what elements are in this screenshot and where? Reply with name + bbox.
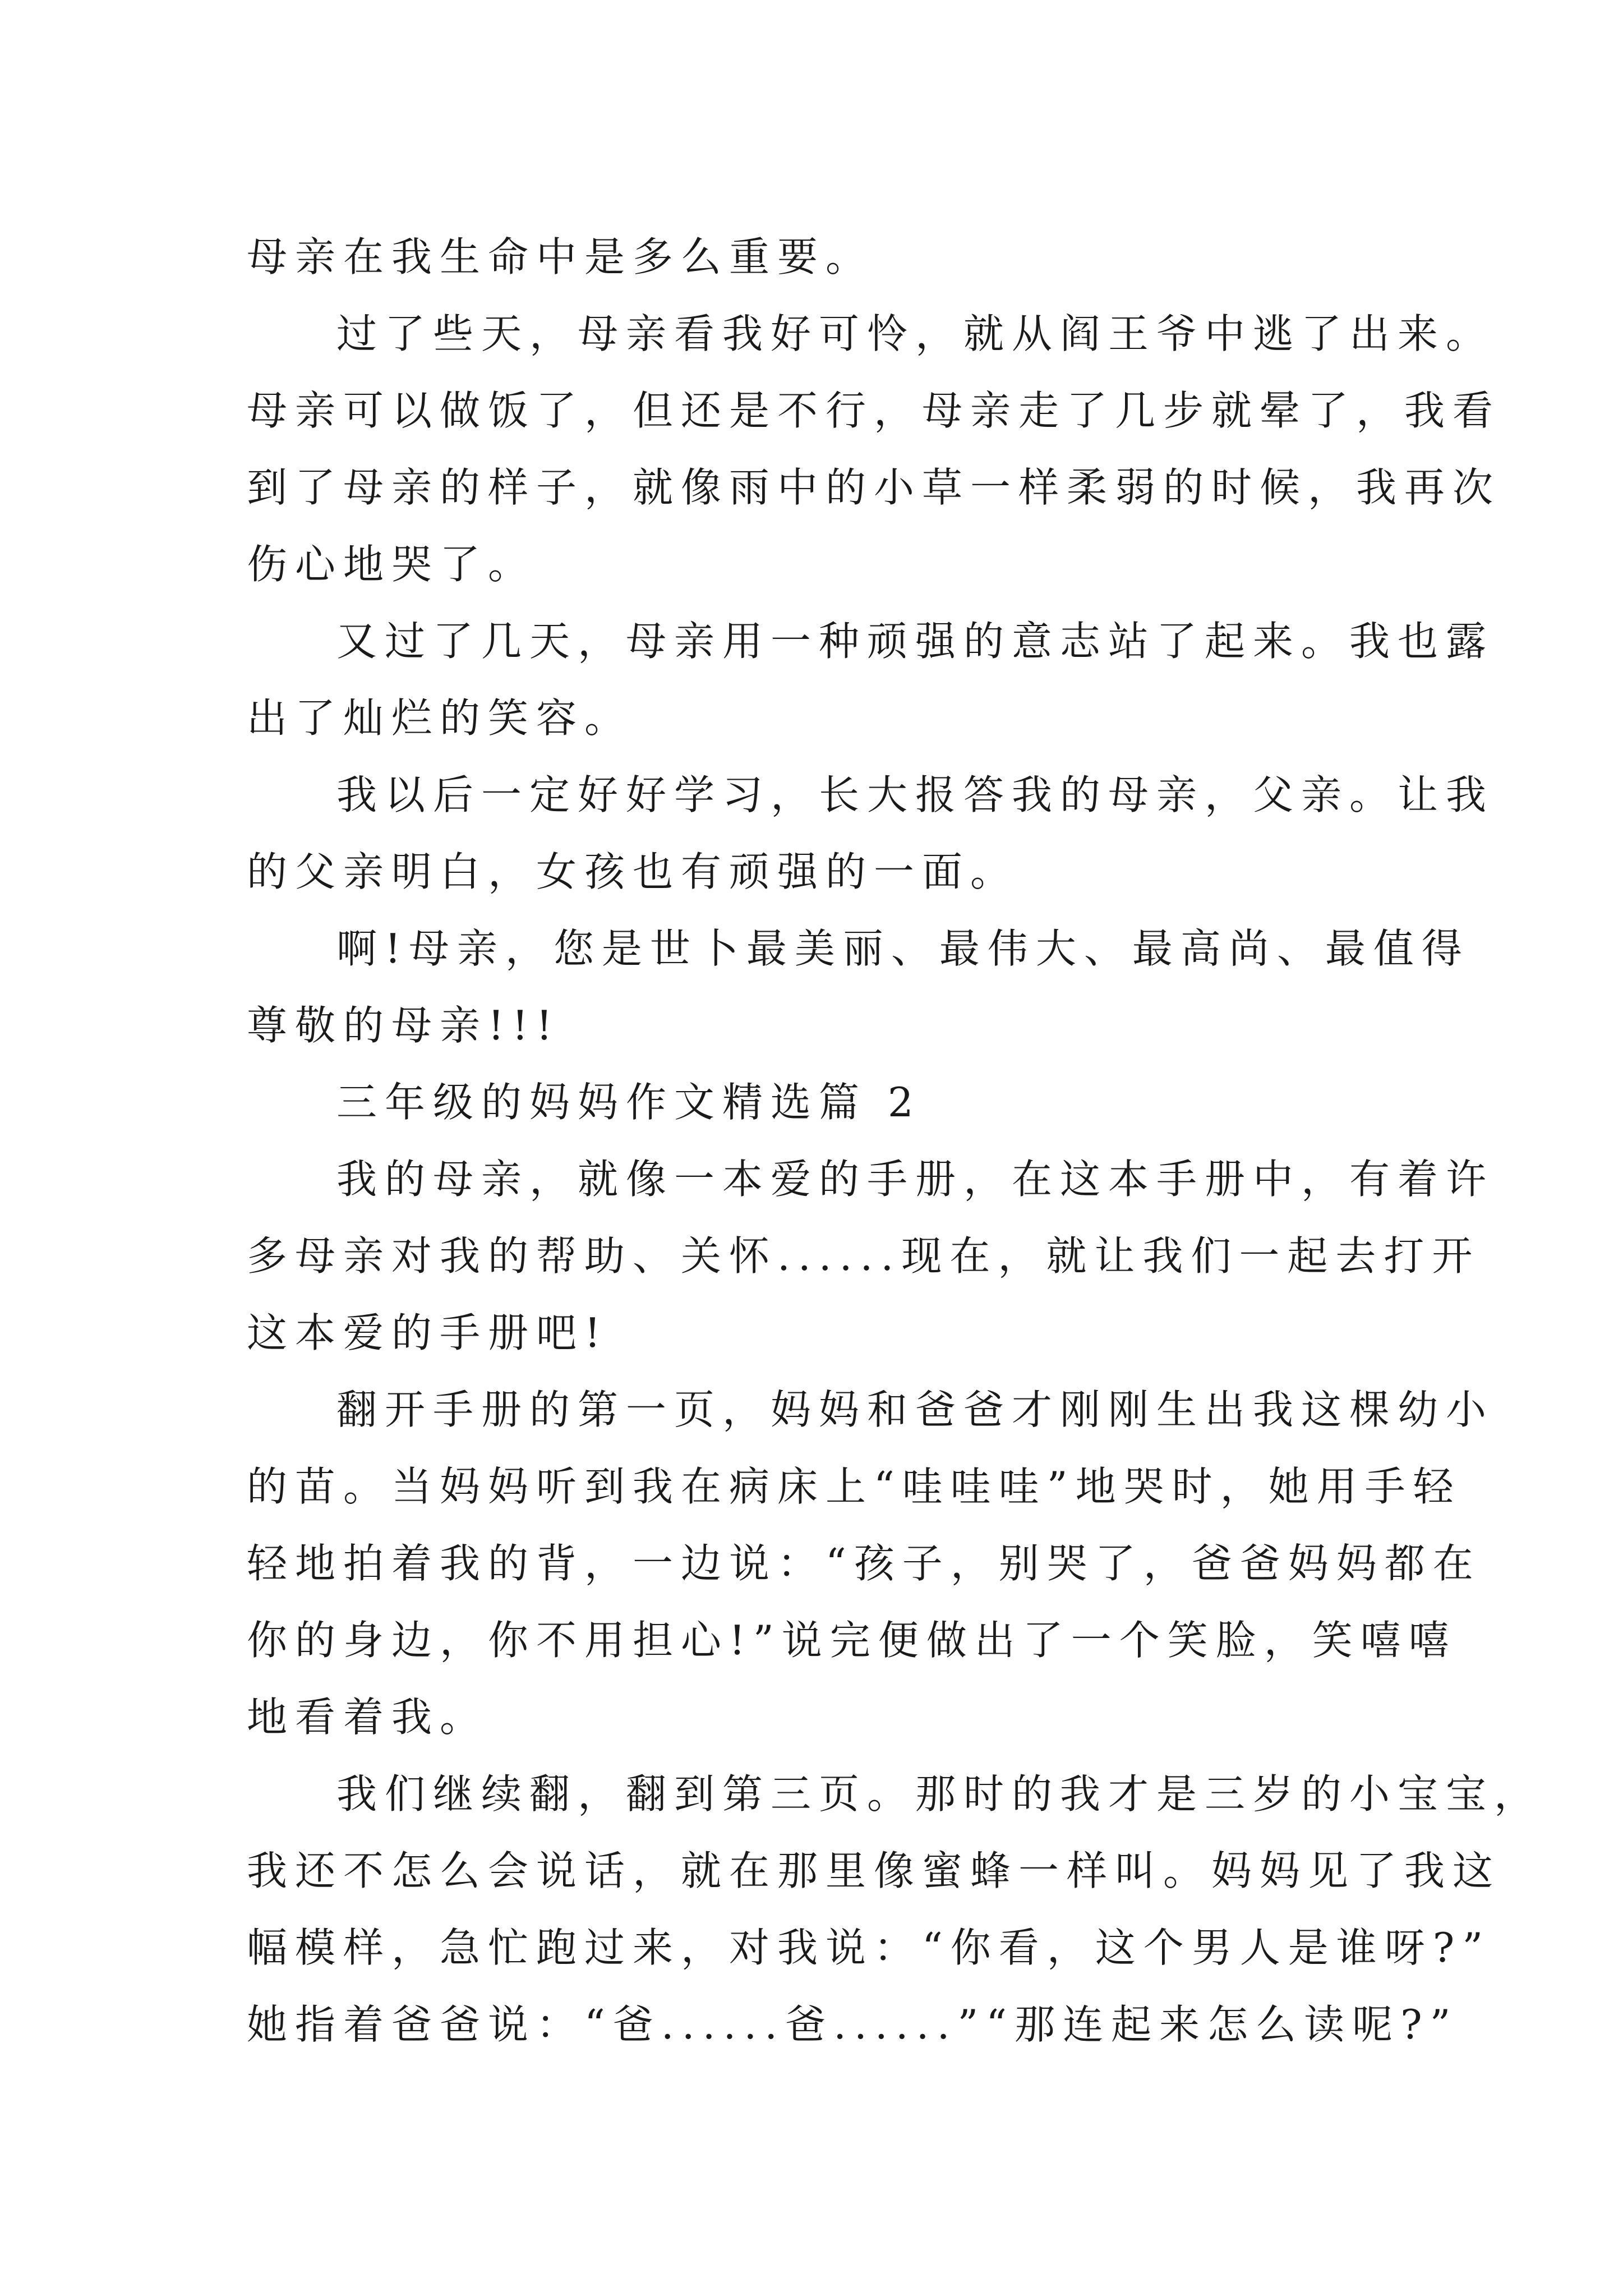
text-line: 我们继续翻，翻到第三页。那时的我才是三岁的小宝宝， <box>336 1770 1543 1818</box>
text-line: 轻地拍着我的背，一边说：“孩子，别哭了，爸爸妈妈都在 <box>247 1540 1481 1587</box>
text-line: 这本爱的手册吧! <box>247 1309 608 1356</box>
text-line: 地看着我。 <box>247 1694 488 1741</box>
body-text <box>247 219 1543 2063</box>
text-line: 到了母亲的样子，就像雨中的小草一样柔弱的时候，我再次 <box>247 464 1501 511</box>
text-line: 母亲在我生命中是多么重要。 <box>247 233 874 280</box>
text-line: 我以后一定好好学习，长大报答我的母亲，父亲。让我 <box>336 771 1495 818</box>
text-line: 又过了几天，母亲用一种顽强的意志站了起来。我也露 <box>336 618 1495 665</box>
text-line: 的苗。当妈妈听到我在病床上“哇哇哇”地哭时，她用手轻 <box>247 1463 1461 1510</box>
text-line: 尊敬的母亲!!! <box>247 1002 560 1049</box>
text-line: 出了灿烂的笑容。 <box>247 694 633 742</box>
text-line: 母亲可以做饭了，但还是不行，母亲走了几步就晕了，我看 <box>247 387 1501 434</box>
text-line: 你的身边，你不用担心!”说完便做出了一个笑脸，笑嘻嘻 <box>247 1617 1457 1664</box>
text-line: 伤心地哭了。 <box>247 541 537 588</box>
text-line: 我还不怎么会说话，就在那里像蜜蜂一样叫。妈妈见了我这 <box>247 1847 1501 1894</box>
text-line: 过了些天，母亲看我好可怜，就从阎王爷中逃了出来。 <box>336 310 1495 357</box>
text-line: 幅模样，急忙跑过来，对我说：“你看，这个男人是谁呀?” <box>247 1924 1491 1971</box>
text-line: 我的母亲，就像一本爱的手册，在这本手册中，有着许 <box>336 1156 1495 1203</box>
text-line: 啊!母亲，您是世卜最美丽、最伟大、最高尚、最值得 <box>336 925 1470 972</box>
text-line: 翻开手册的第一页，妈妈和爸爸才刚刚生出我这棵幼小 <box>336 1386 1495 1433</box>
text-line: 的父亲明白，女孩也有顽强的一面。 <box>247 848 1019 895</box>
section-heading: 三年级的妈妈作文精选篇 2 <box>336 1079 921 1126</box>
text-line: 她指着爸爸说：“爸......爸......”“那连起来怎么读呢?” <box>247 2001 1459 2048</box>
text-line: 多母亲对我的帮助、关怀......现在，就让我们一起去打开 <box>247 1232 1481 1280</box>
